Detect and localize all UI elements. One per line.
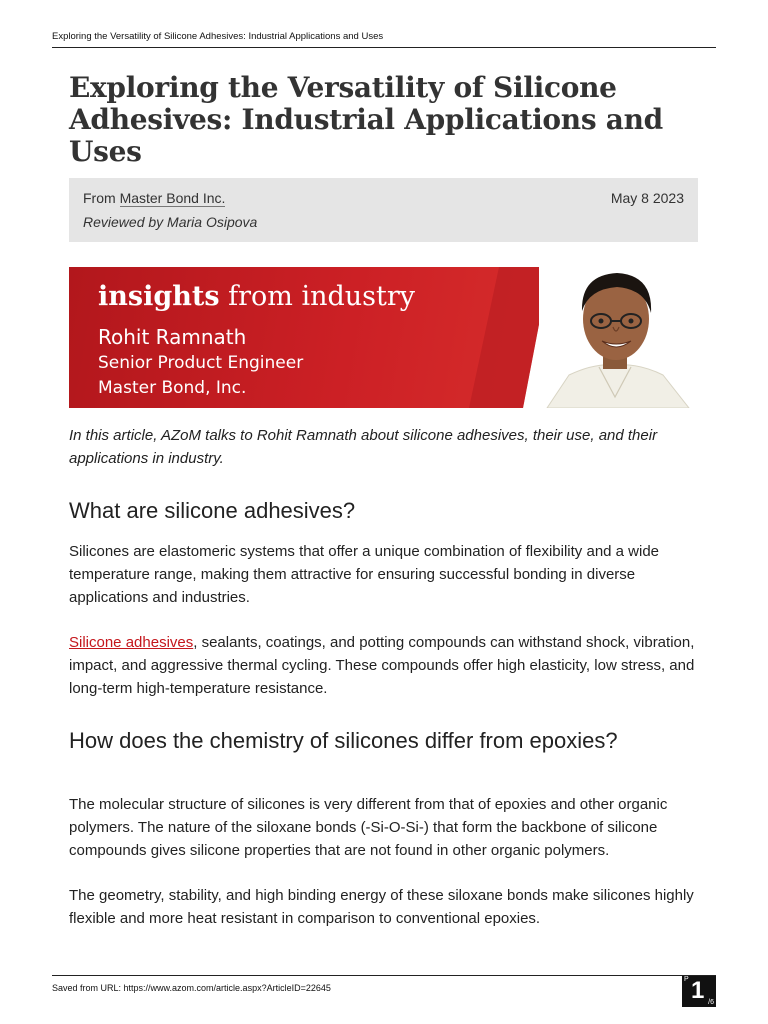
company-link[interactable]: Master Bond Inc. (119, 190, 226, 206)
paragraph: Silicones are elastomeric systems that offer a unique combination of flexibility and a wide temperature range, making them attractive for ensuring successful bonding in diverse applications and industries. (69, 543, 660, 606)
article-intro: In this article, AZoM talks to Rohit Ramnath about silicone adhesives, their use, and their applications in industry. (69, 427, 658, 467)
portrait-photo (539, 267, 690, 408)
article-title: Exploring the Versatility of Silicone Adhesives: Industrial Applications and Uses (69, 71, 663, 168)
reviewed-by: Reviewed by Maria Osipova (83, 214, 258, 230)
article-date: May 8 2023 (610, 190, 684, 206)
from-industry-text: from industry (219, 281, 416, 312)
meta-from (83, 190, 225, 206)
page-prefix: P (684, 976, 689, 983)
insights-word: insights (98, 281, 220, 312)
paragraph: The geometry, stability, and high binding energy of these siloxane bonds make silicones highly flexible and more heat resistant in comparison to conventional epoxies. (69, 887, 694, 927)
paragraph: The molecular structure of silicones is very different from that of epoxies and other organic polymers. The nature of the siloxane bonds (-Si-O-Si-) that form the backbone of silicone compounds gives silicone properties that are not found in other organic polymers. (69, 796, 668, 859)
banner-role: Senior Product Engineer (98, 353, 304, 373)
section-heading-chemistry-vs-epoxies: How does the chemistry of silicones differ from epoxies? (69, 728, 618, 753)
from-label: From (83, 190, 120, 206)
running-header-title: Exploring the Versatility of Silicone Adhesives: Industrial Applications and Uses (52, 31, 384, 42)
page-total: /6 (708, 999, 714, 1006)
header-divider (52, 47, 716, 48)
paragraph-text: , sealants, coatings, and potting compounds can withstand shock, vibration, impact, and aggressive thermal cycling. These compounds offer high elasticity, low stress, and long-term high-temperature resistance. (69, 634, 695, 697)
footer-divider (52, 975, 716, 976)
page-number-badge (682, 976, 716, 1007)
saved-from-url: Saved from URL: https://www.azom.com/article.aspx?ArticleID=22645 (52, 983, 331, 993)
insights-banner (69, 267, 690, 408)
banner-org: Master Bond, Inc. (98, 378, 247, 398)
banner-insights-heading (98, 281, 415, 312)
banner-name: Rohit Ramnath (98, 325, 247, 349)
paragraph (69, 631, 705, 700)
article-meta-box (69, 178, 698, 242)
section-heading-what-are-silicone-adhesives: What are silicone adhesives? (69, 498, 356, 523)
silicone-adhesives-link[interactable]: Silicone adhesives (69, 634, 194, 651)
page-number: 1 (691, 977, 705, 1004)
